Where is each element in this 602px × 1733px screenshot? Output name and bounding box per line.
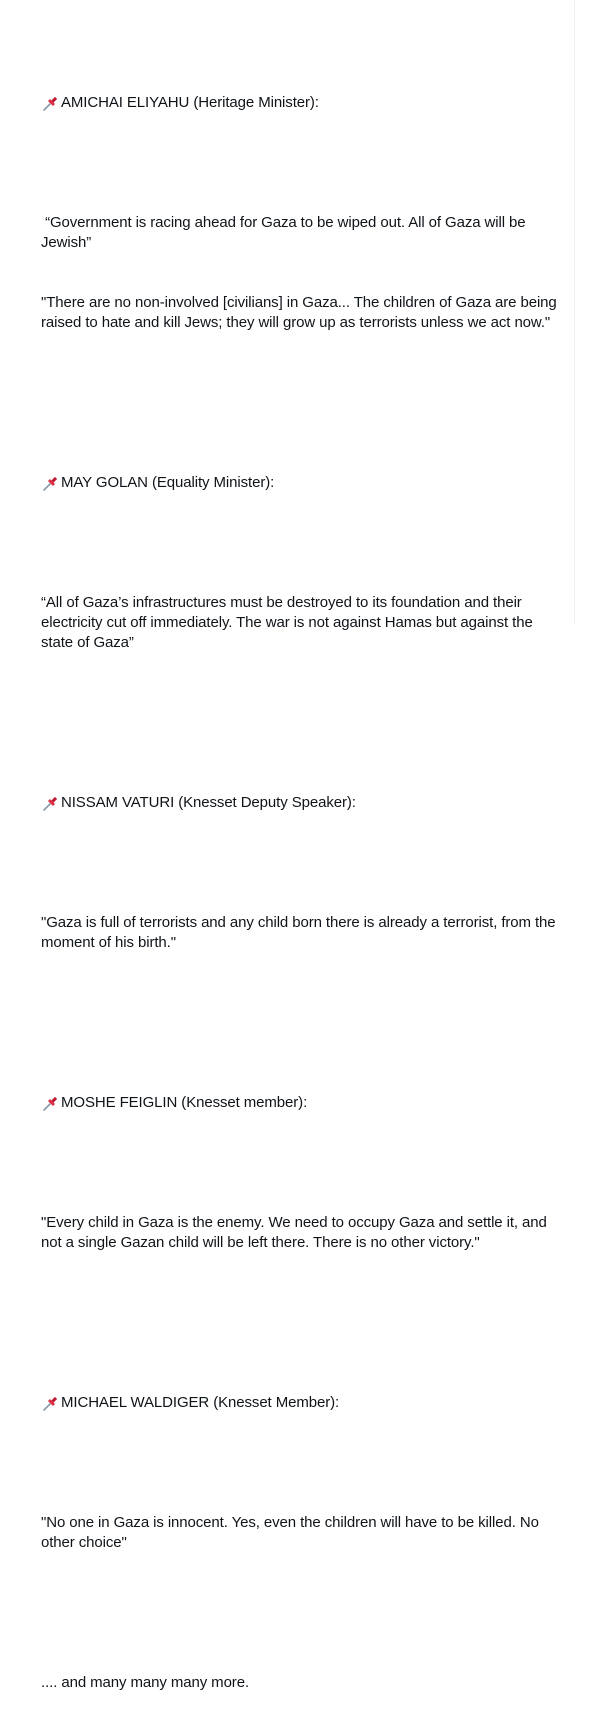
- quote-text: “All of Gaza’s infrastructures must be destroyed to its foundation and their electricity cut off immediately. The war is not against Hamas but against the state of Gaza”: [41, 594, 537, 651]
- pushpin-icon: [41, 793, 61, 813]
- quote-text: "Gaza is full of terrorists and any child born there is already a terrorist, from the moment of his birth.": [41, 914, 560, 951]
- speaker-name: AMICHAI ELIYAHU: [61, 94, 190, 111]
- post-footer-text: .... and many many many more.: [41, 1674, 250, 1691]
- speaker-name: MOSHE FEIGLIN: [61, 1094, 178, 1111]
- speaker-role: (Knesset member):: [181, 1094, 308, 1111]
- speaker-role: (Knesset Deputy Speaker):: [178, 794, 356, 811]
- speaker-heading: [41, 793, 559, 813]
- speaker-heading: [41, 1093, 559, 1113]
- quote-text: "No one in Gaza is innocent. Yes, even the children will have to be killed. No other choice": [41, 1514, 543, 1551]
- pushpin-icon: [41, 1393, 61, 1413]
- speaker-role: (Heritage Minister):: [193, 94, 319, 111]
- speaker-name: NISSAM VATURI: [61, 794, 175, 811]
- speaker-role: (Knesset Member):: [213, 1394, 340, 1411]
- speaker-heading: [41, 1393, 559, 1413]
- post-text: [41, 13, 559, 1733]
- quote-text: "There are no non-involved [civilians] in Gaza... The children of Gaza are being raised to hate and kill Jews; they will grow up as terrorists unless we act now.": [41, 294, 561, 331]
- speaker-heading: [41, 93, 559, 113]
- quote-text: “Government is racing ahead for Gaza to be wiped out. All of Gaza will be Jewish”: [41, 214, 530, 251]
- quote-text: "Every child in Gaza is the enemy. We need to occupy Gaza and settle it, and not a single Gazan child will be left there. There is no other victory.": [41, 1214, 551, 1251]
- speaker-name: MAY GOLAN: [61, 474, 148, 491]
- pushpin-icon: [41, 93, 61, 113]
- pushpin-icon: [41, 473, 61, 493]
- speaker-name: MICHAEL WALDIGER: [61, 1394, 210, 1411]
- pushpin-icon: [41, 1093, 61, 1113]
- speaker-heading: [41, 473, 559, 493]
- speaker-role: (Equality Minister):: [151, 474, 275, 491]
